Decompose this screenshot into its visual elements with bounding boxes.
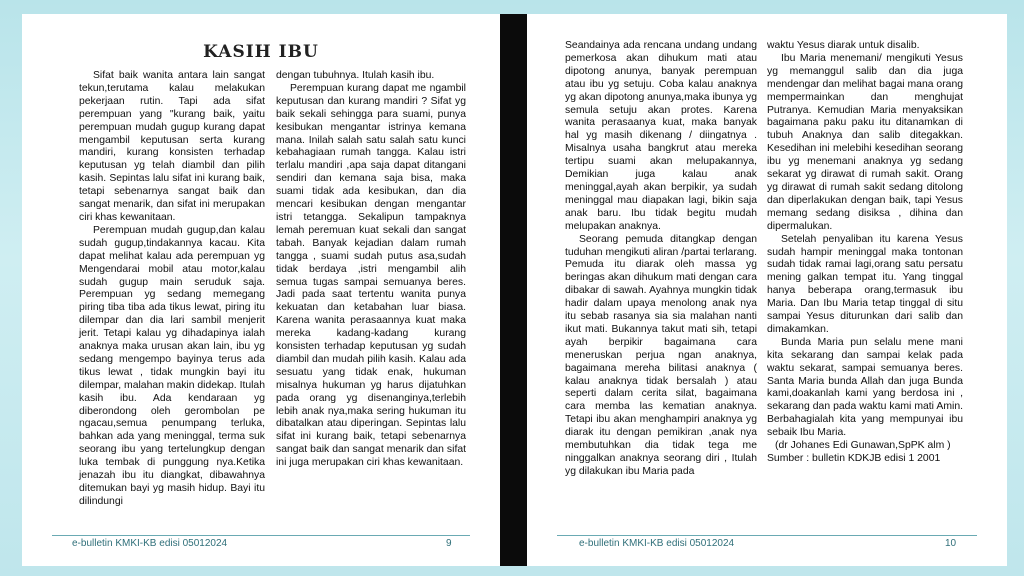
paragraph: Seandainya ada rencana undang undang pemerkosa akan dihukum mati atau dipotong anunya, banyak perempuan atau ibu yg setuju. Coba kalau anaknya yg akan dipotong anunya,maka ibunya yg semula setuju akan protes. Karena wanita perasaanya kuat, maka banyak hal yg masih dikenang / diingatnya . Misalnya usaha bangkrut atau mereka tertipu suami akan melupakannya, Demikian juga kalau anak meninggal,ayah akan berpikir, ya sudah meninggal mau diapakan lagi, bikin saja anak baru. Ibu tidak begitu mudah melupakan anaknya. (565, 40, 757, 232)
page-number: 9 (446, 538, 452, 549)
page-footer (22, 538, 500, 552)
paragraph: Bunda Maria pun selalu mene mani kita sekarang dan sampai kelak pada waktu sekarat, sampai semuanya beres. Santa Maria bunda Allah dan juga Bunda kami,doakanlah kami yang berdosa ini , sekarang dan pada waktu kami mati Amin. Berbahagialah kita yang mempunyai ibu sebaik Ibu Maria. (767, 336, 963, 439)
source-note: Sumber : bulletin KDKJB edisi 1 2001 (767, 453, 941, 464)
right-page (527, 14, 1007, 566)
author-signature: (dr Johanes Edi Gunawan,SpPK alm ) (775, 440, 951, 452)
paragraph: Seorang pemuda ditangkap dengan tuduhan mengikuti aliran /partai terlarang. Pemuda itu diarak oleh massa yg beringas akan dihukum mati dengan cara dibakar di sawah. Ayahnya mungkin tidak hadir dalam upaya menolong anak nya itu sebab rasanya sia sia malahan nanti ikut mati. Bukannya takut mati sih, tetapi ayah berpikir bagaimana cara meneruskan perjua ngan anaknya, bagaimana mereha bilitasi anaknya ( kalau anaknya tidak bersalah ) atau seperti dalam cerita silat, bagaimana cara memba las kematian anaknya. Tetapi ibu akan menghampiri anaknya yg diarak itu dengan pemikiran ,anak nya membutuhkan dia tidak tega me ninggalkan anaknya seorang diri , Itulah yg dilakukan ibu Maria pada (565, 233, 757, 477)
paragraph: Perempuan mudah gugup,dan kalau sudah gugup,tindakannya kacau. Kita dapat melihat kalau ada perempuan yg Mengendarai mobil atau motor,kalau sudah gugup main seruduk saja. Perempuan yg sedang memegang piring tiba tiba ada tikus lewat, piring itu dilempar dan dia lari sambil menjerit jerit. Tetapi kalau yg dihadapinya ialah anaknya maka urusan akan lain, ibu yg sedang mengempo bayinya terus ada tikus lewat , tidak mungkin bayi itu dilempar, malahan makin didekap. Itulah kasih ibu. Ada kendaraan yg diberondong oleh gerombolan pe ngacau,semua penumpang terluka, bahkan ada yang meninggal, terma suk seorang ibu yang tertelungkup dengan luka tembak di punggung nya.Ketika jenazah ibu itu diangkat, dibawahnya ditemukan bayi yg masih hidup. Bayi itu dilindungi (79, 224, 265, 507)
paragraph: Sifat baik wanita antara lain sangat tekun,terutama kalau melakukan pekerjaan rutin. Tapi ada sifat perempuan yang "kurang baik, yaitu perempuan mudah gugup kurang dapat mengambil keputusan serta kurang mandiri, kurang konsisten terhadap keputusan yg telah diambil dan pilih kasih. Sepintas lalu sifat ini kurang baik, tetapi sebenarnya sangat baik dan sangat menarik, dan sifat ini merupakan ciri khas kewanitaan. (79, 70, 265, 223)
footer-rule (557, 535, 977, 536)
book-spine (500, 14, 527, 566)
left-page (22, 14, 500, 566)
right-column-1 (565, 40, 757, 479)
page-number: 10 (945, 538, 957, 549)
article-title: KASIH IBU (203, 42, 319, 62)
left-column-1 (79, 70, 265, 509)
paragraph: dengan tubuhnya. Itulah kasih ibu. (276, 70, 435, 81)
footer-text: e-bulletin KMKI-KB edisi 05012024 (72, 538, 228, 549)
left-column-2 (276, 70, 466, 470)
footer-rule (52, 535, 470, 536)
page-footer (527, 538, 1007, 552)
paragraph: Perempuan kurang dapat me ngambil keputusan dan kurang mandiri ? Sifat yg baik sekali sehingga para suami, punya kesibukan mengantar istrinya kemana mana. Inilah salah satu salah satu kunci kebahagiaan rumah tangga. Kalau istri terlalu mandiri ,apa saja dapat ditangani sendiri dan kemana saja bisa, maka suami tidak ada kesibukan, dan dia mencari kesibukan dengan mengantar istri tetangga. Sekalipun tampaknya lemah peremuan kuat sekali dan sangat tabah. Banyak kejadian dalam rumah tangga , suami sudah putus asa,sudah tidak berdaya ,istri mengambil alih semua tugas sampai semuanya beres. Jadi pada saat tertentu wanita punya kekuatan dan ketabahan luar biasa. Karena wanita perasaannya kuat maka mereka kadang-kadang kurang konsisten terhadap keputusan yg sudah diambil dan mudah pilih kasih. Kalau ada sesuatu yang tidak enak, hukuman misalnya hukuman yg harus dijatuhkan pada orang yg disenanginya,terlebih lebih anak nya,maka sering hukuman itu dibatalkan atau diperingan. Sepintas lalu sifat ini kurang baik, tetapi sebenarnya sangat baik dan sangat menarik dan sifat ini juga merupakan ciri khas kewanitaan. (276, 82, 466, 469)
paragraph: waktu Yesus diarak untuk disalib. (767, 40, 920, 51)
paragraph: Setelah penyaliban itu karena Yesus sudah hampir meninggal maka tontonan sudah tidak ramai lagi,orang satu persatu mening galkan tempat itu. Yang tinggal hanya beberapa orang,termasuk ibu Maria. Dan Ibu Maria tetap tinggal di situ sampai Yesus diturunkan dari salib dan dimakamkan. (767, 233, 963, 335)
paragraph: Ibu Maria menemani/ mengikuti Yesus yg memanggul salib dan dia juga mendengar dan melihat bagai mana orang mempermainkan dan menghujat Putranya. Kemudian Maria menyaksikan bagaimana paku paku itu ditanamkan di tubuh Anaknya dan salib ditegakkan. Kesedihan ini melebihi kesedihan seorang ibu yg menemani anaknya yg sedang sekarat yg dirawat di rumah sakit. Orang yg dirawat di rumah sakit sedang ditolong dan diperlakukan dengan baik, tapi Yesus memang sedang disiksa , dihina dan dipermalukan. (767, 52, 963, 232)
right-column-2 (767, 40, 963, 466)
footer-text: e-bulletin KMKI-KB edisi 05012024 (579, 538, 735, 549)
